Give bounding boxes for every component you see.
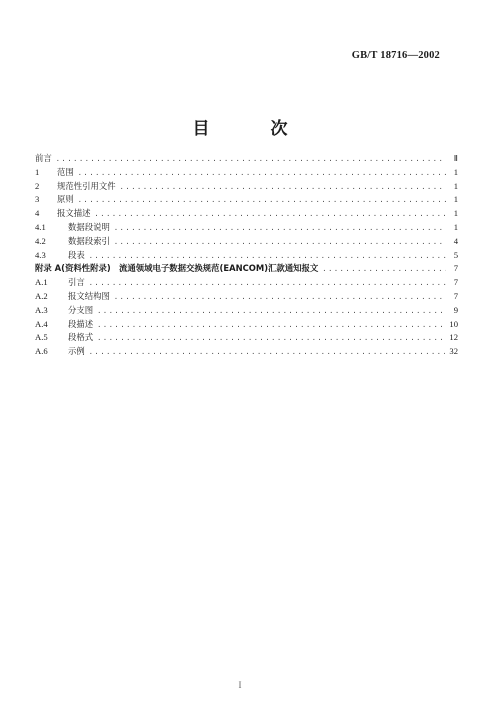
toc-leader-dots — [97, 320, 445, 334]
toc-entry-label: 范围 — [57, 166, 74, 177]
toc-entry-number: 1 — [35, 166, 40, 177]
toc-entry-page: 1 — [453, 221, 458, 232]
toc-entry[interactable] — [35, 207, 458, 221]
toc-entry-page: 1 — [453, 194, 458, 205]
toc-entry[interactable] — [35, 193, 458, 207]
toc-entry-label: 报文描述 — [57, 208, 91, 219]
toc-entry-number: A.5 — [35, 332, 48, 343]
toc-entry-number: A.1 — [35, 277, 48, 288]
toc-leader-dots — [78, 168, 446, 182]
toc-leader-dots — [97, 306, 446, 320]
toc-leader-dots — [89, 278, 446, 292]
toc-entry[interactable] — [35, 235, 458, 249]
toc-entry-number: A.3 — [35, 304, 48, 315]
toc-entry-label: 数据段索引 — [68, 235, 110, 246]
toc-entry-label: 示例 — [68, 346, 85, 357]
toc-entry[interactable] — [35, 276, 458, 290]
toc-entry-page: 1 — [453, 180, 458, 191]
toc-leader-dots — [56, 154, 446, 168]
toc-entry-page: 7 — [453, 290, 458, 301]
toc-entry-number: 4 — [35, 208, 40, 219]
toc-entry[interactable] — [35, 318, 458, 332]
toc-entry-label: 段描述 — [68, 318, 94, 329]
toc-entry[interactable] — [35, 166, 458, 180]
toc-entry-page: 32 — [449, 346, 458, 357]
toc-entry-label: 原则 — [57, 194, 74, 205]
toc-entry[interactable] — [35, 345, 458, 359]
toc-leader-dots — [120, 182, 446, 196]
toc-entry-page: 5 — [453, 249, 458, 260]
table-of-contents — [35, 152, 458, 359]
toc-entry-page: Ⅱ — [453, 153, 458, 163]
toc-entry-label: 分支图 — [68, 304, 94, 315]
toc-entry[interactable] — [35, 180, 458, 194]
standard-code: GB/T 18716—2002 — [351, 50, 440, 61]
toc-entry-label: 引言 — [68, 277, 85, 288]
toc-leader-dots — [89, 347, 446, 361]
toc-entry-page: 10 — [449, 318, 458, 329]
toc-entry-page: 7 — [453, 263, 458, 274]
page-number: I — [238, 680, 242, 690]
toc-entry-number: 2 — [35, 180, 40, 191]
toc-entry-page: 7 — [453, 277, 458, 288]
toc-leader-dots — [322, 264, 446, 278]
toc-entry-number: A.4 — [35, 318, 48, 329]
page-title: 目 次 — [192, 119, 310, 139]
toc-entry-label: 规范性引用文件 — [57, 180, 116, 191]
toc-entry-number: 4.1 — [35, 221, 46, 232]
toc-leader-dots — [78, 195, 446, 209]
toc-entry-label: 段表 — [68, 249, 85, 260]
toc-entry-label: 段格式 — [68, 332, 94, 343]
toc-entry-page: 4 — [453, 235, 458, 246]
toc-entry-label: 前言 — [35, 153, 52, 163]
toc-leader-dots — [114, 237, 446, 251]
toc-entry[interactable] — [35, 249, 458, 263]
toc-entry-page: 9 — [453, 304, 458, 315]
toc-leader-dots — [95, 209, 447, 223]
toc-entry[interactable] — [35, 152, 458, 166]
toc-leader-dots — [114, 292, 446, 306]
toc-entry-page: 1 — [453, 208, 458, 219]
toc-entry-number: A.2 — [35, 290, 48, 301]
toc-entry-number: 4.3 — [35, 249, 46, 260]
toc-entry-number: 4.2 — [35, 235, 46, 246]
toc-leader-dots — [97, 333, 445, 347]
toc-entry-number: 3 — [35, 194, 40, 205]
toc-entry[interactable] — [35, 304, 458, 318]
toc-entry[interactable] — [35, 221, 458, 235]
toc-entry[interactable] — [35, 290, 458, 304]
toc-entry-label: 报文结构图 — [68, 290, 110, 301]
toc-entry-page: 12 — [449, 332, 458, 343]
toc-entry-label: 附录 A(资料性附录) 流通领域电子数据交换规范(EANCOM)汇款通知报文 — [35, 263, 319, 274]
toc-entry[interactable] — [35, 262, 458, 276]
toc-entry-number: A.6 — [35, 346, 48, 357]
toc-leader-dots — [114, 223, 446, 237]
toc-entry-page: 1 — [453, 166, 458, 177]
toc-entry[interactable] — [35, 331, 458, 345]
toc-entry-label: 数据段说明 — [68, 221, 110, 232]
